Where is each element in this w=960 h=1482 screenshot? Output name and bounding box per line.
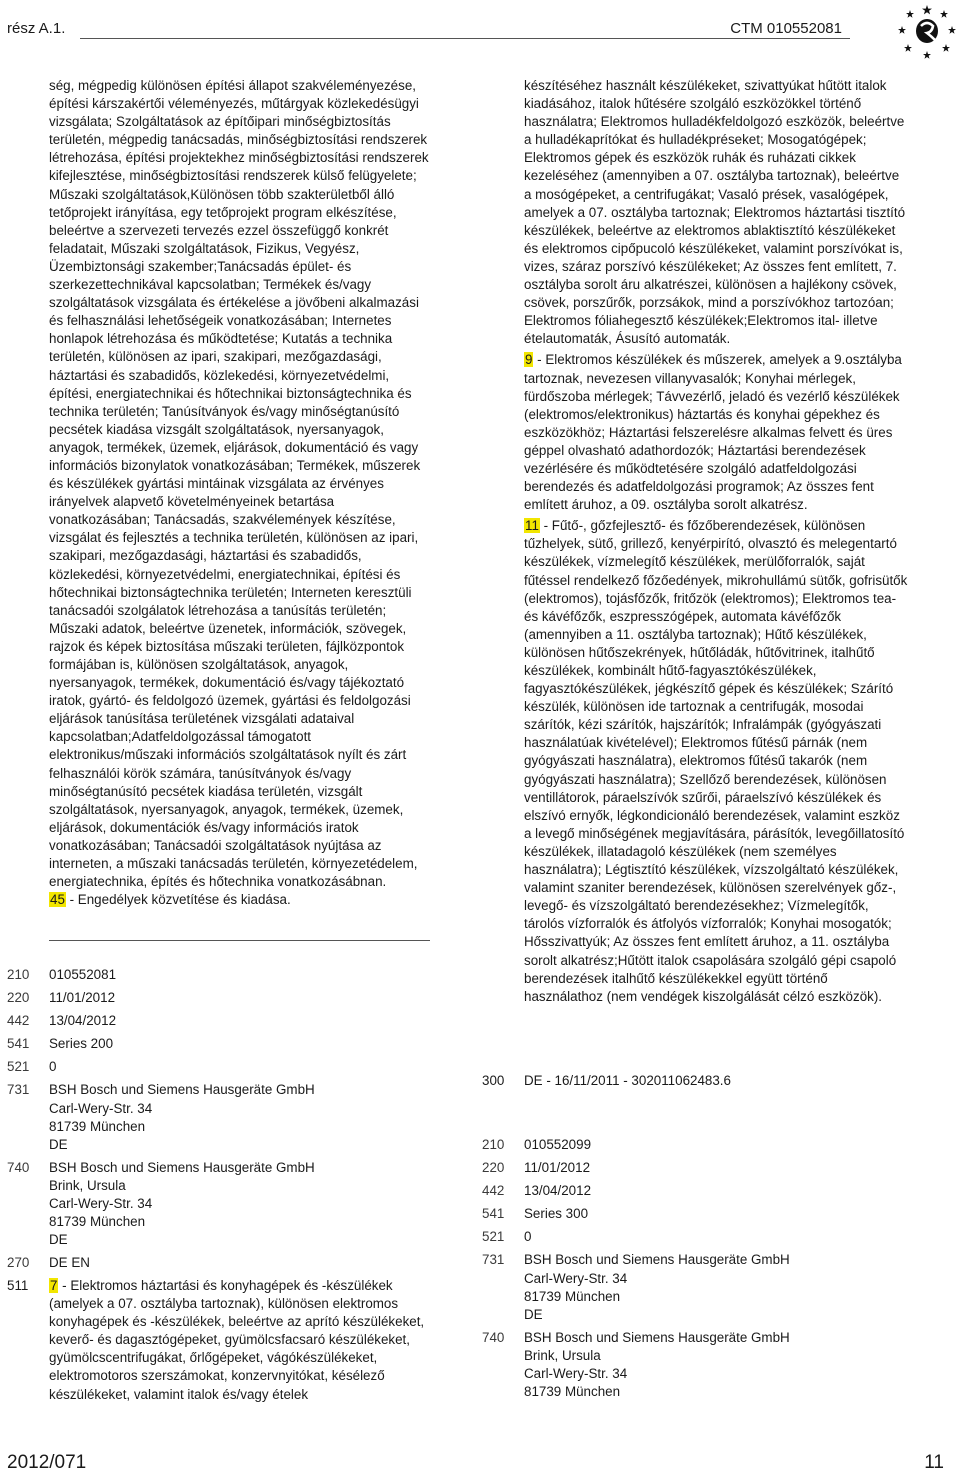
class-7-continuation: készítéséhez használt készülékeket, szivattyúkat hűtött italok kiadásához, italok hűtésére szolgáló eszközökkel történő használatra; Elektromos hulladékfeldolgozó eszközök, beleértve a hulladékaprítókat és hulladékpréseket; Mosogatógépek; Elektromos gépek és eszközök ruhák és ruházati cikkek kezeléséhez (amennyiben a 07. osztályba tartoznak), beleértve a mosógépeket, a centrifugákat; Vasaló prések, vasalógépek, amelyek a 07. osztályba tartoznak; Elektromos háztartási tisztító készülékek, beleértve az elektromos ablaktisztító készülékeket és elektromos cipőpucoló készülékeket, valamint porszívókat is, vizes, száraz porszívó készülékeket; Az összes fent említett, 7. osztályba sorolt áru alkatrészei, különösen a hajlékony csövek, csövek, porszűrők, porzsákok, mind a porszívókhoz tartozóan; Elektromos fóliahegesztő készülékek;Elektromos ital- illetve ételautomaták, Ásusító automaták. bbox=[524, 78, 906, 347]
field-210 bbox=[482, 1136, 790, 1154]
services-description: ség, mégpedig különösen építési állapot szakvéleményezése, építési kárszakértői véleményezés, műtárgyak közlekedésügyi vizsgálata; Szolgáltatások az építőipari minőségbiztosítás területén, mégpedig tanácsadás, minőségbiztosítási rendszerek létrehozása, építési projektekhez minőségbiztosítási rendszerek kifejlesztése, minőségbiztosítási rendszerek külső felügyelete; Műszaki szolgáltatások,Különösen több szakterületből álló tetőprojekt irányítása, egy tetőprojekt program elkészítése, beleértve a szervezeti tervezés ezzel összefüggő konkrét feladatait, Műszaki szolgáltatások, Fizikus, Vegyész, Üzembiztonsági szakember;Tanácsadás épület- és szerkezettechnikával kapcsolatban; Termékek és/vagy szolgáltatások vizsgálata és értékelése a jövőbeni alkalmazási és felhasználási lehetőségeik vonatkozásában; Internetes honlapok létrehozása és működtetése; Kutatás a technika területén, különösen az ipari, szakipari, mezőgazdasági, háztartási és szabadidős, közlekedési, környezetvédelmi, építési, energiatechnikai és hőtechnikai biztonságtechnika és technika területén; Tanúsítványok és/vagy minőségtanúsító pecsétek kiadása vizsgált szolgáltatások, nyersanyagok, anyagok, termékek, üzemek, eljárások, dokumentáció és vagy információs bizonylatok vonatkozásában; Termékek, műszerek és készülékek gyártási mintáinak vizsgálata az érvényes irányelvek alapvető követelményeinek betartása vonatkozásában; Tanácsadás, szakvélemények készítése, vizsgálat és fejlesztés a technika területén, különösen az ipari, szakipari, mezőgazdasági, háztartási és szabadidős, közlekedési, környezetvédelmi, energiatechnikai, építési és hőtechnikai biztonságtechnika területén; Interneten keresztüli tanácsadói szolgálatok létrehozása a tanúsítás területén; Műszaki adatok, beleértve üzenetek, információk, szövegek, rajzok és képek biztosítása műszaki területen, fájlközpontok formájában is, különösen szolgáltatások, anyagok, nyersanyagok, termékek, dokumentáció és/vagy tájékoztató iratok, gyártó- és feldolgozó üzemek, gyártási és feldolgozási eljárások tanúsítása területének vizsgálati adataival kapcsolatban;Adatfeldolgozással támogatott elektronikus/műszaki információs szolgáltatások nyílt és zárt felhasználói körök számára, tanúsítványok és/vagy minőségtanúsító pecsétek kiadása területén, vizsgált szolgáltatások, nyersanyagok, anyagok, termékek, üzemek, eljárások, dokumentációk és/vagy információs iratok vonatkozásában; Tanácsadói szolgáltatások nyújtása az interneten, a műszaki tanácsadás területén, környezetédelem, energiatechnika, építés és hőtechnika vonatkozásábnan. bbox=[49, 78, 429, 890]
address-line: BSH Bosch und Siemens Hausgeräte GmbH bbox=[49, 1159, 315, 1175]
field-442 bbox=[482, 1182, 790, 1200]
address-line: Brink, Ursula bbox=[524, 1347, 601, 1363]
field-code: 511 bbox=[7, 1278, 29, 1293]
left-column bbox=[49, 77, 430, 909]
address-line: BSH Bosch und Siemens Hausgeräte GmbH bbox=[49, 1082, 315, 1098]
field-731 bbox=[482, 1251, 790, 1323]
class-11-entry bbox=[524, 517, 908, 1006]
field-code: 442 bbox=[7, 1013, 30, 1029]
field-code: 270 bbox=[7, 1255, 30, 1271]
header-rule bbox=[80, 38, 850, 39]
field-220 bbox=[482, 1159, 790, 1177]
field-code: 300 bbox=[482, 1073, 505, 1088]
field-value: 0 bbox=[49, 1059, 57, 1075]
address-line: 81739 München bbox=[49, 1118, 146, 1134]
representative-address bbox=[524, 1329, 790, 1401]
field-code: 740 bbox=[482, 1329, 505, 1345]
field-value: 0 bbox=[524, 1229, 532, 1245]
field-code: 521 bbox=[7, 1059, 30, 1075]
field-value: 11/01/2012 bbox=[524, 1160, 591, 1176]
class-7-text: - Elektromos háztartási és konyhagépek és -készülékek (amelyek a 07. osztályba tartoznak), különösen elektromos konyhagépek és -készülékek, beleértve az aprító készülékeket, keverő- és dagasztógépeket, gyümölcsfacsaró készülékeket, gyümölcscentrifugákat, őrlőgépeket, vágókészülékeket, elektromotoros szerszámokat, konzervnyitókat, késélező készülékeket, valamint italok és/vagy ételek bbox=[49, 1278, 425, 1402]
field-code: 740 bbox=[7, 1159, 30, 1175]
address-line: Carl-Wery-Str. 34 bbox=[524, 1366, 628, 1382]
record-010552081 bbox=[7, 966, 315, 1272]
field-code: 210 bbox=[7, 967, 30, 982]
field-value: 13/04/2012 bbox=[524, 1183, 592, 1199]
address-line: BSH Bosch und Siemens Hausgeräte GmbH bbox=[524, 1329, 790, 1345]
address-line: DE bbox=[49, 1136, 68, 1152]
record-separator bbox=[49, 940, 430, 941]
field-270 bbox=[7, 1254, 315, 1272]
record-010552099 bbox=[482, 1136, 790, 1401]
class-7-entry bbox=[49, 1277, 430, 1404]
field-code: 521 bbox=[482, 1229, 505, 1245]
address-line: DE bbox=[524, 1306, 543, 1322]
ohim-logo bbox=[896, 2, 958, 62]
class-45-entry bbox=[49, 891, 430, 909]
class-number-7: 7 bbox=[50, 1278, 58, 1293]
field-code: 541 bbox=[7, 1036, 30, 1052]
address-line: 81739 München bbox=[524, 1384, 621, 1400]
field-value: 11/01/2012 bbox=[49, 990, 116, 1006]
address-line: Carl-Wery-Str. 34 bbox=[524, 1270, 628, 1286]
field-value: Series 300 bbox=[524, 1206, 589, 1222]
field-code: 442 bbox=[482, 1183, 505, 1199]
field-541 bbox=[7, 1035, 315, 1053]
field-220 bbox=[7, 989, 315, 1007]
class-9-entry bbox=[524, 351, 908, 514]
field-code: 731 bbox=[7, 1082, 30, 1098]
document-number: CTM 010552081 bbox=[730, 20, 842, 37]
field-value: DE EN bbox=[49, 1255, 90, 1271]
class-number-9: 9 bbox=[525, 352, 533, 368]
right-column bbox=[524, 77, 908, 1006]
applicant-address bbox=[49, 1081, 315, 1153]
field-code: 210 bbox=[482, 1137, 505, 1152]
field-value: 13/04/2012 bbox=[49, 1013, 117, 1029]
field-511 bbox=[7, 1277, 430, 1404]
class-11-text: - Fűtő-, gőzfejlesztő- és főzőberendezések, különösen tűzhelyek, sütő, grillező, kenyérpirító, olvasztó és melegentartó készülékek, vízmelegítő készülékek, merülőforralók, saját fűtéssel rendelkező főzőedények, mikrohullámú sütők, gofrisütők (elektromos), tojásfőzők, fritőzök (elektromos); Elektromos tea- és kávéfőzők, eszpresszógépek, automata kávéfőzők (amennyiben a 11. osztályba tartoznak); Hűtő készülékek, különösen hűtőszekrények, hűtőládák, hűtővitrinek, italhűtő készülékek, kombinált hűtő-fagyasztókészülékek, fagyasztókészülékek, jégkészítő gépek és készülékek; Szárító készülék, különösen ide tartoznak a centrifugák, mosodai szárítók, kézi szárítók, hajszárítók; Infralámpák (gyógyászati használatúak kivételével); Elektromos fűtésű párnák (nem gyógyászati használatra), elektromos fűtésű takarók (nem gyógyászati használatra); Szellőző berendezések, különösen ventillátorok, páraelszívók szűrői, páraelszívó készülékek és elszívó ernyők, légkondicionáló berendezések, valamint eszköz a levegő minőségének megjavítására, párásítók, levegőillatosító készülékek, illatadagoló készülékek (nem személyes használatra); Légtisztító készülékek, vízszolgáltató készülékek, valamint szaniter berendezések, különösen szerelvények gőz-, levegő- és vízszolgáltató berendezésekhez; Vízmelegítők, tárolós vízforralók és átfolyós vízforralók; Konyhai mosogatók; Hősszivattyúk; Az összes fent említett áruhoz, a 11. osztályba sorolt alkatrész;Hűtött italok csapolására szolgáló gépi csapoló berendezések italhűtő készülékekkel együtt történő használathoz (nem vendégek kiszolgálását célzó eszközök). bbox=[524, 518, 908, 1004]
class-number-11: 11 bbox=[525, 518, 539, 534]
address-line: DE bbox=[49, 1232, 68, 1248]
address-line: 81739 München bbox=[49, 1214, 146, 1230]
address-line: 81739 München bbox=[524, 1288, 621, 1304]
field-442 bbox=[7, 1012, 315, 1030]
address-line: BSH Bosch und Siemens Hausgeräte GmbH bbox=[524, 1252, 790, 1268]
field-300 bbox=[482, 1073, 731, 1088]
field-code: 731 bbox=[482, 1252, 505, 1268]
class-45-text: - Engedélyek közvetítése és kiadása. bbox=[65, 892, 291, 908]
address-line: Brink, Ursula bbox=[49, 1177, 126, 1193]
field-541 bbox=[482, 1205, 790, 1223]
field-code: 541 bbox=[482, 1206, 505, 1222]
field-521 bbox=[7, 1058, 315, 1076]
address-line: Carl-Wery-Str. 34 bbox=[49, 1196, 153, 1212]
field-value: 010552099 bbox=[524, 1137, 592, 1152]
field-210 bbox=[7, 966, 315, 984]
field-740 bbox=[7, 1159, 315, 1249]
field-521 bbox=[482, 1228, 790, 1246]
field-value: 010552081 bbox=[49, 967, 117, 982]
field-code: 220 bbox=[482, 1160, 505, 1176]
field-code: 220 bbox=[7, 990, 30, 1006]
representative-address bbox=[49, 1159, 315, 1249]
field-value: Series 200 bbox=[49, 1036, 114, 1052]
page-number: 11 bbox=[924, 1452, 944, 1473]
field-731 bbox=[7, 1081, 315, 1153]
applicant-address bbox=[524, 1251, 790, 1323]
address-line: Carl-Wery-Str. 34 bbox=[49, 1100, 153, 1116]
section-label: rész A.1. bbox=[7, 20, 66, 37]
field-740 bbox=[482, 1329, 790, 1401]
issue-number: 2012/071 bbox=[7, 1452, 87, 1473]
class-number-45: 45 bbox=[50, 892, 65, 908]
priority-value: DE - 16/11/2011 - 302011062483.6 bbox=[524, 1073, 731, 1088]
class-9-text: - Elektromos készülékek és műszerek, amelyek a 9.osztályba tartoznak, nevezesen villanyvasalók; Konyhai mérlegek, fürdőszoba mérlegek; Távvezérlő, jeladó és vezérlő készülékek (elektromos/elektronikus) háztartás és konyhai gépekhez és eszközökhöz; Háztartási felszerelésre alkalmas felvett és üres géppel olvasható adathordozók; Háztartási berendezések vezérlésére és működtetésére szolgáló adatfeldolgozási berendezés és adatfeldolgozási programok; Az összes fent említett áruhoz, a 09. osztályba sorolt alkatrész. bbox=[524, 352, 902, 513]
